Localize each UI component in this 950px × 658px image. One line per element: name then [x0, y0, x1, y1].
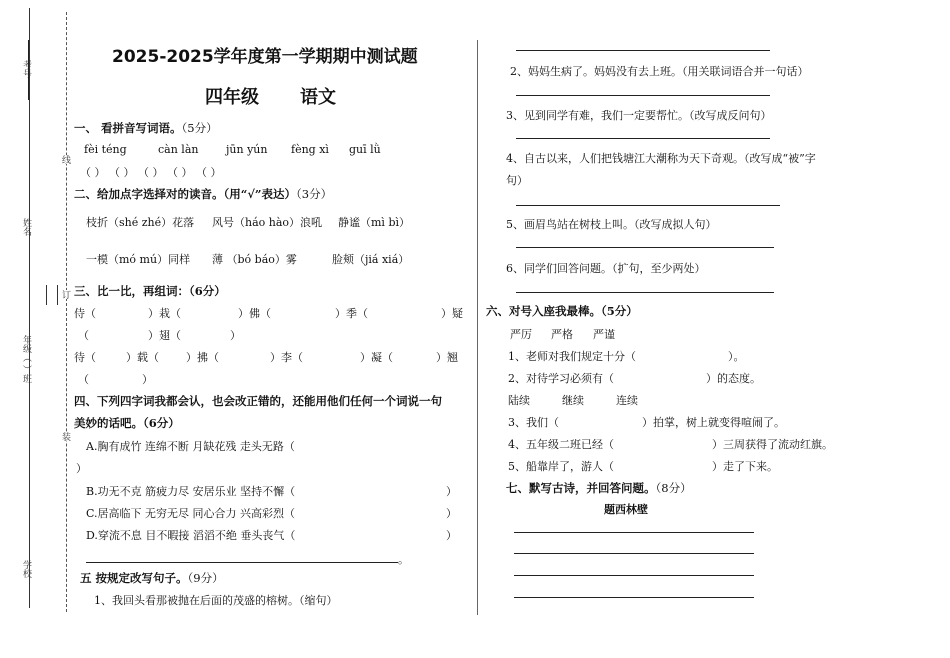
fill-q3-start: 3、我们（: [508, 416, 559, 429]
column-divider: [477, 40, 478, 615]
compare-r3-1: 待（: [74, 351, 96, 364]
rewrite-q3: 3、见到同学有难，我们一定要帮忙。（改写成反问句）: [506, 109, 772, 122]
rewrite-q4-answer-line[interactable]: [516, 205, 780, 206]
reading-choice-5[interactable]: 薄 （bó báo）雾: [212, 253, 297, 266]
fill-q5-start: 5、船靠岸了，游人（: [508, 460, 614, 473]
section-5-heading: [80, 570, 224, 586]
section-2-title: 二、给加点字选择对的读音。（用“√”表达）: [74, 187, 297, 201]
poem-line-3[interactable]: [514, 575, 754, 576]
poem-line-2[interactable]: [514, 553, 754, 554]
exam-number-field: [28, 40, 29, 100]
fill-q1-end[interactable]: ）。: [728, 350, 745, 363]
fill-q4-end[interactable]: ）三周获得了流动红旗。: [712, 438, 833, 451]
section-1-heading: [74, 120, 218, 136]
reading-choice-3[interactable]: 静谧（mì bì）: [338, 216, 411, 229]
idiom-group-d-close: ）: [446, 529, 457, 542]
exam-title: 2025-2025学年度第一学期期中测试题: [112, 47, 418, 67]
fill-q4-start: 4、五年级二班已经（: [508, 438, 614, 451]
compare-r1-5[interactable]: ）疑: [441, 307, 463, 320]
idiom-group-c[interactable]: C.居高临下 无穷无尽 同心合力 兴高彩烈（: [86, 507, 296, 520]
compare-r3-3[interactable]: ）拂（: [186, 351, 219, 364]
seal-text-line: 线: [60, 155, 70, 164]
pinyin-3: jūn yún: [226, 143, 268, 156]
section-4-title-line1: 四、下列四字词我都会认，也会改正错的，还能用他们任何一个词说一句: [74, 394, 442, 408]
word-choice-1: 严厉: [510, 328, 532, 341]
reading-choice-2[interactable]: 风号（háo hào）浪吼: [212, 216, 323, 229]
compare-r1-3[interactable]: ）佛（: [238, 307, 271, 320]
compare-r2-2[interactable]: ）翅（: [148, 329, 181, 342]
binding-line-dashed: [66, 12, 67, 612]
compare-r1-1: 侍（: [74, 307, 96, 320]
compare-r4-2[interactable]: ）: [142, 373, 153, 386]
section-5-title: 五 按规定改写句子。: [80, 571, 188, 585]
compare-r3-5[interactable]: ）凝（: [360, 351, 393, 364]
compare-r2-1[interactable]: （: [78, 329, 89, 342]
reading-choice-6[interactable]: 脸颊（jiá xiá）: [332, 253, 410, 266]
seal-text-pack: 装: [60, 432, 70, 441]
pinyin-answer-blanks[interactable]: （ ） （ ） （ ） （ ） （ ）: [80, 166, 222, 179]
idiom-group-d[interactable]: D.穿流不息 目不暇接 滔滔不绝 垂头丧气（: [86, 529, 296, 542]
idiom-group-c-close: ）: [446, 507, 457, 520]
pinyin-2: càn làn: [158, 143, 199, 156]
poem-line-4[interactable]: [514, 597, 754, 598]
pinyin-4: fèng xì: [291, 143, 329, 156]
word-choice-6: 连续: [616, 394, 638, 407]
rewrite-q4-line1: 4、自古以来，人们把钱塘江大潮称为天下奇观。（改写成“被”字: [506, 152, 816, 165]
reading-choice-1[interactable]: 枝折（shé zhé）花落: [86, 216, 195, 229]
section-6-title: 六、对号入座我最棒。（5分）: [486, 304, 638, 318]
compare-r1-4[interactable]: ）季（: [335, 307, 368, 320]
rewrite-q3-answer-line[interactable]: [516, 138, 770, 139]
pinyin-1: fèi téng: [84, 143, 127, 156]
rewrite-q6-answer-line[interactable]: [516, 292, 774, 293]
section-5-score: （9分）: [187, 571, 224, 585]
section-2-score: （3分）: [296, 187, 333, 201]
section-4-title-line2: 美妙的话吧。（6分）: [74, 416, 180, 430]
idiom-group-a-close: ）: [76, 462, 87, 475]
section-2-heading: [74, 186, 332, 202]
idiom-sentence-dot: 。: [398, 553, 409, 566]
binding-mark: [46, 285, 58, 305]
fill-q2-start: 2、对待学习必须有（: [508, 372, 614, 385]
compare-r2-3[interactable]: ）: [230, 329, 241, 342]
rewrite-q1: 1、我回头看那被抛在后面的茂盛的榕树。（缩句）: [94, 594, 338, 607]
exam-number-label: 考号: [21, 60, 31, 78]
name-label: 姓名: [21, 218, 31, 236]
compare-r3-2[interactable]: ）载（: [126, 351, 159, 364]
idiom-group-a[interactable]: A.胸有成竹 连绵不断 月缺花残 走头无路（: [86, 440, 295, 453]
section-7-heading: [506, 480, 692, 496]
section-7-title: 七、默写古诗，并回答问题。: [506, 481, 656, 495]
compare-r3-4[interactable]: ）李（: [270, 351, 303, 364]
poem-line-1[interactable]: [514, 532, 754, 533]
rewrite-q5-answer-line[interactable]: [516, 247, 774, 248]
compare-r4-1[interactable]: （: [78, 373, 89, 386]
school-label: 学校: [21, 560, 31, 578]
rewrite-q6: 6、同学们回答问题。（扩句，至少两处）: [506, 262, 706, 275]
poem-title: 题西林壁: [604, 503, 648, 516]
fill-q3-end[interactable]: ）拍掌，树上就变得喧闹了。: [642, 416, 785, 429]
pinyin-5: guī lǜ: [349, 143, 381, 156]
fill-q1-start: 1、老师对我们规定十分（: [508, 350, 636, 363]
rewrite-q2: 2、妈妈生病了。妈妈没有去上班。（用关联词语合并一句话）: [510, 65, 809, 78]
rewrite-q2-answer-line[interactable]: [516, 95, 770, 96]
class-label: 年级（ ）班: [21, 335, 31, 383]
word-choice-5: 继续: [562, 394, 584, 407]
compare-r1-2[interactable]: ）栽（: [148, 307, 181, 320]
fill-q5-end[interactable]: ）走了下来。: [712, 460, 778, 473]
binding-line-outer: [29, 8, 30, 608]
subject-heading: 语文: [300, 87, 336, 108]
idiom-group-b[interactable]: B.功无不克 筋疲力尽 安居乐业 坚持不懈（: [86, 485, 296, 498]
word-choice-2: 严格: [551, 328, 573, 341]
section-1-title: 一、 看拼音写词语。: [74, 121, 182, 135]
word-choice-3: 严谨: [593, 328, 615, 341]
word-choice-4: 陆续: [508, 394, 530, 407]
idiom-group-b-close: ）: [446, 485, 457, 498]
reading-choice-4[interactable]: 一模（mó mú）同样: [86, 253, 191, 266]
section-3-title: 三、比一比，再组词：（6分）: [74, 284, 226, 298]
fill-q2-end[interactable]: ）的态度。: [706, 372, 761, 385]
seal-text-bind: 订: [60, 290, 70, 299]
rewrite-q4-line2: 句）: [506, 174, 528, 187]
section-7-score: （8分）: [655, 481, 692, 495]
rewrite-q5: 5、画眉鸟站在树枝上叫。（改写成拟人句）: [506, 218, 717, 231]
grade-heading: 四年级: [205, 87, 259, 108]
rewrite-q1-answer-line[interactable]: [516, 50, 770, 51]
compare-r3-6[interactable]: ）翘: [436, 351, 458, 364]
section-1-score: （5分）: [181, 121, 218, 135]
idiom-sentence-line[interactable]: [86, 562, 398, 563]
